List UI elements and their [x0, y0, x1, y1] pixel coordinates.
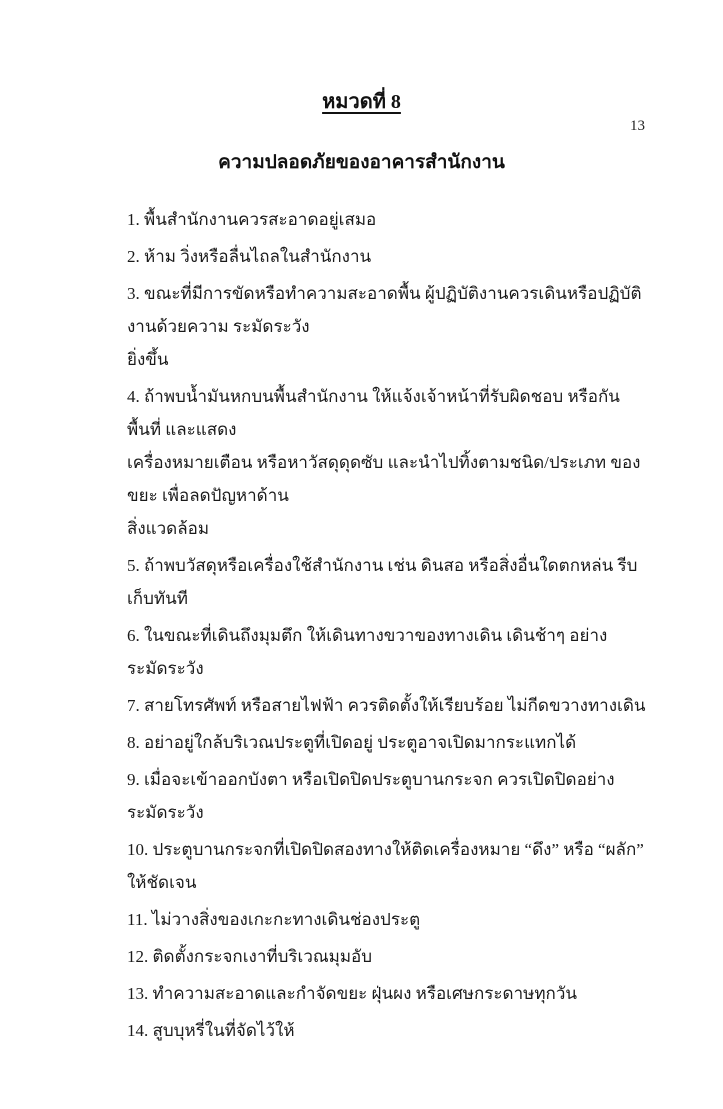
list-item-text: 2. ห้าม วิ่งหรือลื่นไถลในสำนักงาน	[127, 247, 372, 266]
list-item-text: 8. อย่าอยู่ใกล้บริเวณประตูที่เปิดอยู่ ประตูอาจเปิดมากระแทกได้	[127, 733, 577, 752]
list-item	[127, 380, 648, 545]
list-item	[127, 689, 648, 722]
list-item	[127, 763, 648, 829]
list-item-text: 11. ไม่วางสิ่งของเกะกะทางเดินช่องประตู	[127, 910, 421, 929]
list-item-text: 9. เมื่อจะเข้าออกบังตา หรือเปิดปิดประตูบานกระจก ควรเปิดปิดอย่างระมัดระวัง	[127, 770, 615, 822]
list-item-text: ยิ่งขึ้น	[127, 350, 169, 369]
list-item-text: 1. พื้นสำนักงานควรสะอาดอยู่เสมอ	[127, 210, 377, 229]
list-item-text: สิ่งแวดล้อม	[127, 519, 210, 538]
list-item-text: 13. ทำความสะอาดและกำจัดขยะ ฝุ่นผง หรือเศษกระดาษทุกวัน	[127, 984, 577, 1003]
list-item-text: 3. ขณะที่มีการขัดหรือทำความสะอาดพื้น ผู้ปฏิบัติงานควรเดินหรือปฏิบัติงานด้วยความ ระมัดระวัง	[127, 284, 642, 336]
list-item-text: 12. ติดตั้งกระจกเงาที่บริเวณมุมอับ	[127, 947, 373, 966]
page-number: 13	[630, 118, 645, 134]
list-item-text: 14. สูบบุหรี่ในที่จัดไว้ให้	[127, 1021, 295, 1040]
list-item-text: เครื่องหมายเตือน หรือหาวัสดุดุดซับ และนำไปทิ้งตามชนิด/ประเภท ของขยะ เพื่อลดปัญหาด้าน	[127, 453, 641, 505]
list-item	[127, 619, 648, 685]
list-item	[127, 549, 648, 615]
list-item-text: 5. ถ้าพบวัสดุหรือเครื่องใช้สำนักงาน เช่น ดินสอ หรือสิ่งอื่นใดตกหล่น รีบเก็บทันที	[127, 556, 638, 608]
list-item-text: 6. ในขณะที่เดินถึงมุมตึก ให้เดินทางขวาของทางเดิน เดินช้าๆ อย่างระมัดระวัง	[127, 626, 608, 678]
list-item	[127, 240, 648, 273]
list-item	[127, 1014, 648, 1047]
list-item	[127, 940, 648, 973]
list-item	[127, 726, 648, 759]
list-item	[127, 833, 648, 899]
list-item-text: 7. สายโทรศัพท์ หรือสายไฟฟ้า ควรติดตั้งให้เรียบร้อย ไม่กีดขวางทางเดิน	[127, 696, 646, 715]
document-page	[0, 85, 723, 1109]
list-item-text: 4. ถ้าพบน้ำมันหกบนพื้นสำนักงาน ให้แจ้งเจ้าหน้าที่รับผิดชอบ หรือกันพื้นที่ และแสดง	[127, 387, 620, 439]
section-heading: หมวดที่ 8	[322, 91, 401, 113]
rule-list	[127, 203, 648, 1047]
list-item-text: 10. ประตูบานกระจกที่เปิดปิดสองทางให้ติดเครื่องหมาย “ดึง” หรือ “ผลัก” ให้ชัดเจน	[127, 840, 644, 892]
list-item	[127, 903, 648, 936]
list-item	[127, 203, 648, 236]
list-item	[127, 977, 648, 1010]
list-item	[127, 277, 648, 376]
section-subheading: ความปลอดภัยของอาคารสำนักงาน	[218, 152, 505, 173]
